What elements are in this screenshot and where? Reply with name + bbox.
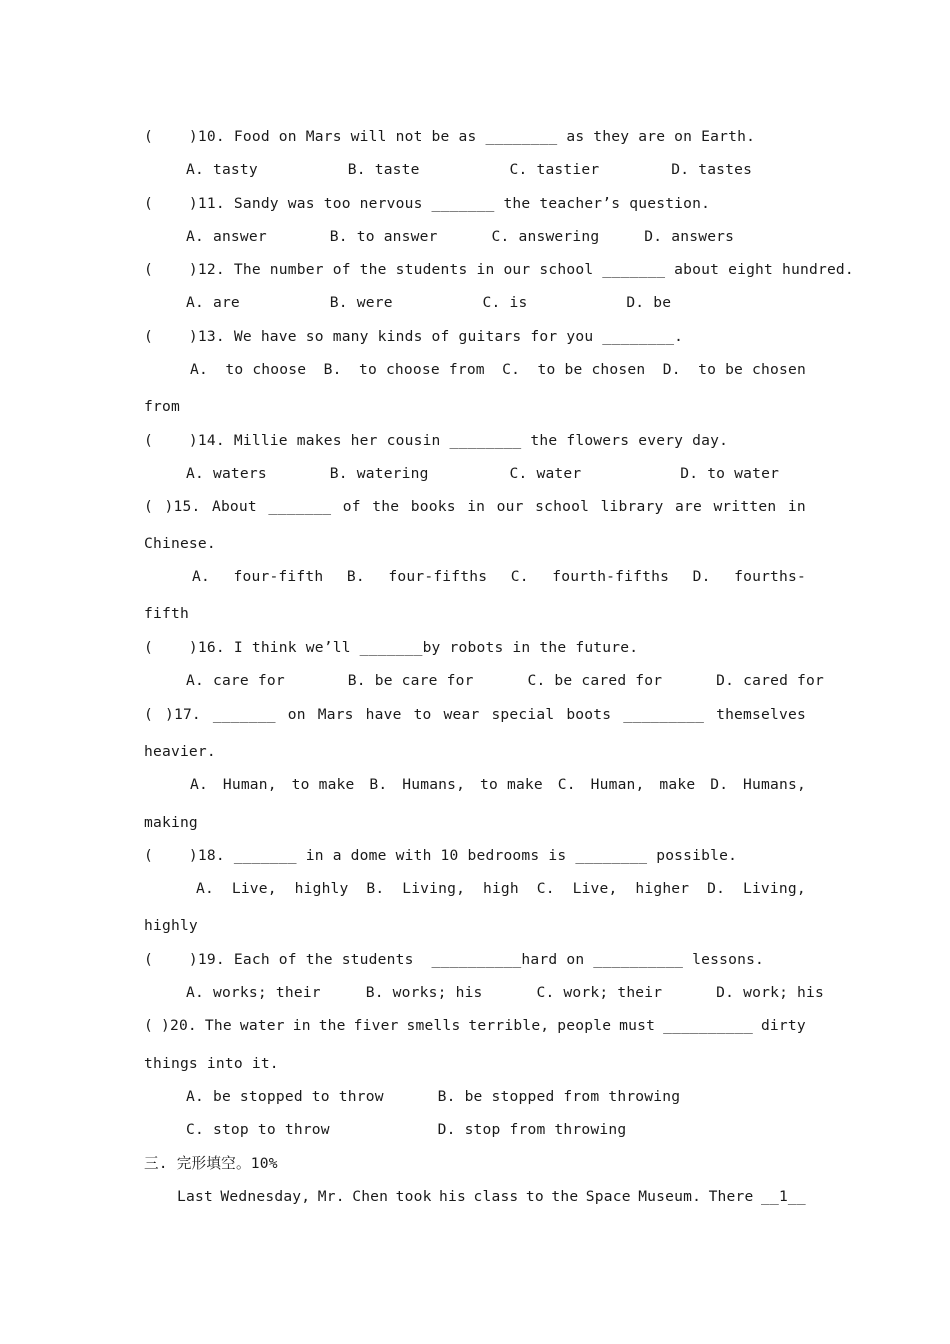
- option-text: to make: [291, 776, 355, 793]
- stem-word: people: [557, 1017, 612, 1034]
- question-15-stem: [144, 497, 806, 517]
- stem-word: water: [239, 1017, 285, 1034]
- stem-word: have: [365, 706, 402, 723]
- stem-word: __________: [663, 1017, 753, 1034]
- question-18-options: [196, 879, 806, 899]
- stem-word: boots: [566, 706, 612, 723]
- question-17-stem-continuation: heavier.: [144, 743, 216, 760]
- stem-word: in: [787, 498, 806, 515]
- passage-word: Chen: [352, 1188, 389, 1205]
- option-text: Humans,: [743, 776, 806, 793]
- question-18-stem: ( )18. _______ in a dome with 10 bedrooms is ________ possible.: [144, 847, 738, 864]
- option-text: Live,: [572, 880, 618, 897]
- option-label: D.: [692, 568, 711, 585]
- option-label: B.: [369, 776, 388, 793]
- stem-word: must: [619, 1017, 656, 1034]
- question-16-options: A. care for B. be care for C. be cared for D. cared for: [186, 672, 825, 689]
- passage-word: the: [551, 1188, 579, 1205]
- stem-word: library: [600, 498, 664, 515]
- passage-word: Space: [585, 1188, 631, 1205]
- option-label: B.: [323, 361, 342, 378]
- stem-word: (: [144, 498, 153, 515]
- option-text: to be chosen: [698, 361, 806, 378]
- passage-word: There: [708, 1188, 754, 1205]
- option-text: high: [482, 880, 519, 897]
- option-label: A.: [190, 776, 208, 793]
- stem-word: )15.: [164, 498, 201, 515]
- question-11-stem: ( )11. Sandy was too nervous _______ the teacher’s question.: [144, 195, 711, 212]
- option-label: A.: [192, 568, 210, 585]
- stem-word: special: [491, 706, 555, 723]
- stem-word: are: [674, 498, 702, 515]
- option-text: make: [659, 776, 696, 793]
- stem-word: in: [292, 1017, 311, 1034]
- option-text: Human,: [590, 776, 645, 793]
- stem-word: the: [318, 1017, 346, 1034]
- stem-word: terrible,: [468, 1017, 550, 1034]
- question-12-options: A. are B. were C. is D. be: [186, 294, 672, 311]
- option-label: C.: [510, 568, 529, 585]
- stem-word: dirty: [760, 1017, 806, 1034]
- stem-word: )17.: [164, 706, 201, 723]
- question-13-options: [190, 360, 806, 380]
- stem-word: wear: [443, 706, 480, 723]
- stem-word: smells: [406, 1017, 461, 1034]
- section-title: 三. 完形填空。10%: [144, 1155, 278, 1172]
- option-text: four-fifths: [388, 568, 488, 585]
- stem-word: on: [287, 706, 306, 723]
- option-text: Human,: [222, 776, 277, 793]
- option-label: B.: [366, 880, 385, 897]
- question-19-options: A. works; their B. works; his C. work; their D. work; his: [186, 984, 825, 1001]
- stem-word: books: [410, 498, 456, 515]
- stem-word: (: [144, 706, 153, 723]
- question-12-stem: ( )12. The number of the students in our school _______ about eight hundred.: [144, 261, 854, 278]
- option-text: to choose from: [358, 361, 485, 378]
- option-text: Humans,: [402, 776, 466, 793]
- stem-word: About: [211, 498, 257, 515]
- passage-word: to: [525, 1188, 544, 1205]
- stem-word: _______: [268, 498, 332, 515]
- question-15-stem-continuation: Chinese.: [144, 535, 216, 552]
- question-20-stem-continuation: things into it.: [144, 1055, 279, 1072]
- option-label: D.: [710, 776, 729, 793]
- option-text: Living,: [742, 880, 806, 897]
- stem-word: to: [413, 706, 432, 723]
- question-18-options-continuation: highly: [144, 917, 198, 934]
- passage-word: class: [473, 1188, 519, 1205]
- stem-word: of: [342, 498, 361, 515]
- question-17-options: [190, 775, 806, 795]
- stem-word: our: [496, 498, 524, 515]
- question-20-options-line-1: A. be stopped to throw B. be stopped from throwing: [186, 1088, 681, 1105]
- stem-word: _________: [623, 706, 705, 723]
- question-17-options-continuation: making: [144, 814, 198, 831]
- question-20-stem: [144, 1016, 806, 1036]
- question-16-stem: ( )16. I think we’ll _______by robots in the future.: [144, 639, 639, 656]
- question-10-options: A. tasty B. taste C. tastier D. tastes: [186, 161, 753, 178]
- option-text: highly: [294, 880, 349, 897]
- option-text: fourth-fifths: [552, 568, 670, 585]
- option-text: fourths-: [734, 568, 806, 585]
- passage-word: took: [395, 1188, 432, 1205]
- stem-word: Mars: [317, 706, 354, 723]
- question-17-stem: [144, 705, 806, 725]
- passage-word: Mr.: [317, 1188, 345, 1205]
- stem-word: school: [535, 498, 590, 515]
- stem-word: )20.: [160, 1017, 197, 1034]
- cloze-passage-line: [177, 1187, 806, 1207]
- stem-word: The: [204, 1017, 232, 1034]
- option-text: Live,: [231, 880, 277, 897]
- stem-word: the: [372, 498, 400, 515]
- option-label: A.: [196, 880, 214, 897]
- question-13-stem: ( )13. We have so many kinds of guitars for you ________.: [144, 328, 684, 345]
- option-text: Living,: [402, 880, 466, 897]
- question-14-stem: ( )14. Millie makes her cousin ________ the flowers every day.: [144, 432, 729, 449]
- stem-word: themselves: [716, 706, 806, 723]
- question-13-options-continuation: from: [144, 398, 180, 415]
- stem-word: written: [713, 498, 777, 515]
- option-label: D.: [662, 361, 681, 378]
- option-text: to make: [480, 776, 543, 793]
- question-10-stem: ( )10. Food on Mars will not be as ________ as they are on Earth.: [144, 128, 756, 145]
- question-14-options: A. waters B. watering C. water D. to water: [186, 465, 780, 482]
- stem-word: fiver: [353, 1017, 399, 1034]
- question-11-options: A. answer B. to answer C. answering D. answers: [186, 228, 735, 245]
- stem-word: (: [144, 1017, 153, 1034]
- passage-word: Museum.: [638, 1188, 702, 1205]
- option-text: higher: [635, 880, 690, 897]
- option-label: C.: [536, 880, 555, 897]
- stem-word: _______: [212, 706, 276, 723]
- option-text: to be chosen: [537, 361, 646, 378]
- option-label: A.: [190, 361, 208, 378]
- option-text: four-fifth: [233, 568, 324, 585]
- blank-1: __1__: [760, 1188, 806, 1205]
- option-text: to choose: [225, 361, 307, 378]
- option-label: C.: [502, 361, 521, 378]
- question-20-options-line-2: C. stop to throw D. stop from throwing: [186, 1121, 627, 1138]
- option-label: D.: [707, 880, 726, 897]
- question-19-stem: ( )19. Each of the students __________hard on __________ lessons.: [144, 951, 765, 968]
- question-15-options: [192, 567, 806, 587]
- passage-word: Last: [177, 1188, 213, 1205]
- passage-word: Wednesday,: [220, 1188, 311, 1205]
- passage-word: his: [439, 1188, 467, 1205]
- question-15-options-continuation: fifth: [144, 605, 189, 622]
- stem-word: in: [467, 498, 486, 515]
- option-label: B.: [346, 568, 365, 585]
- option-label: C.: [557, 776, 576, 793]
